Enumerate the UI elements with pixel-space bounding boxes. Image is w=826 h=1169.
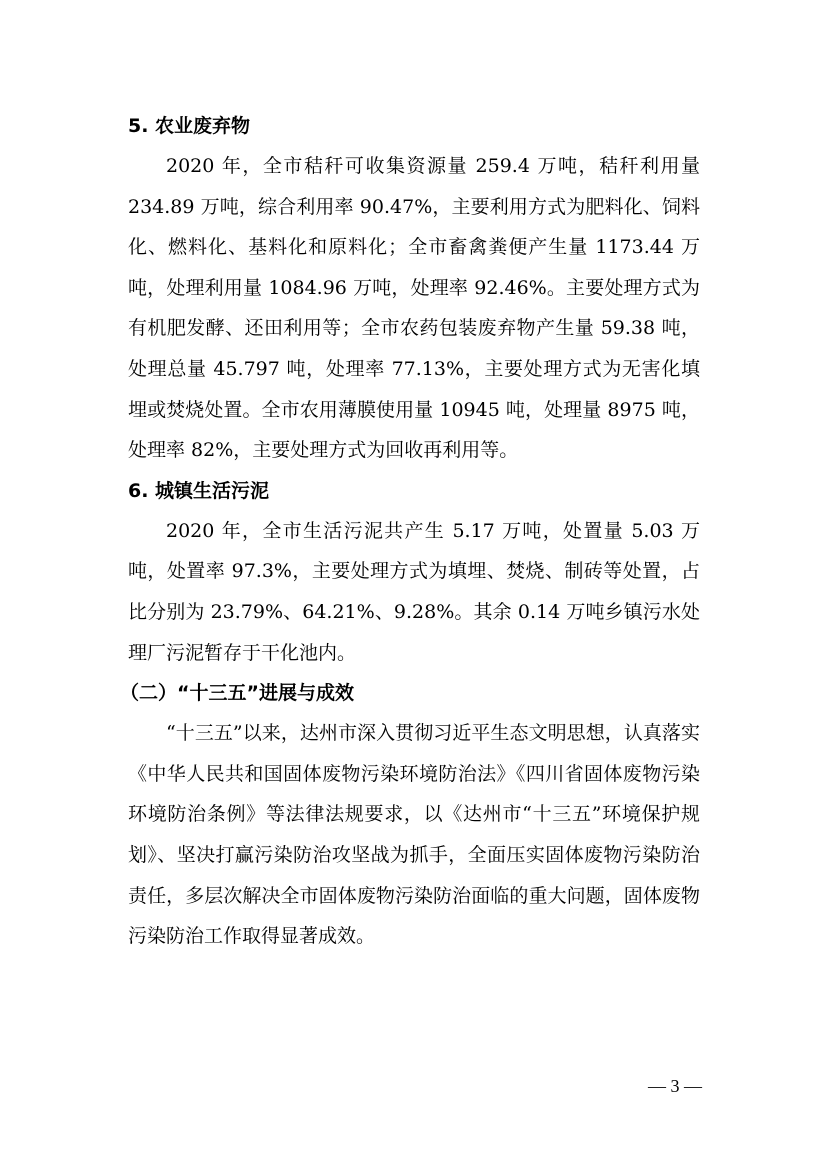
agricultural-waste-paragraph: 2020 年，全市秸秆可收集资源量 259.4 万吨，秸秆利用量 234.89 万吨，综合利用率 90.47%，主要利用方式为肥料化、饲料化、燃料化、基料化和原料化；全市畜禽粪便产生量 1173.44 万吨，处理利用量 1084.96 万吨，处理率 92.46%。主要处理方式为有机肥发酵、还田利用等；全市农药包装废弃物产生量 59.38 吨，处理总量 45.797 吨，处理率 77.13%，主要处理方式为无害化填埋或焚烧处置。全市农用薄膜使用量 10945 吨，处理量 8975 吨，处理率 82%，主要处理方式为回收再利用等。: [128, 155, 700, 462]
page-number: — 3 —: [648, 1076, 702, 1096]
section-heading-progress: （二）“十三五”进展与成效: [120, 682, 354, 705]
section-heading-agricultural-waste: 5. 农业废弃物: [128, 115, 251, 137]
document-page: [120, 106, 700, 957]
section-heading-sewage-sludge: 6. 城镇生活污泥: [128, 479, 270, 502]
progress-paragraph: “十三五”以来，达州市深入贯彻习近平生态文明思想，认真落实《中华人民共和国固体废物污染环境防治法》《四川省固体废物污染环境防治条例》等法律法规要求，以《达州市“十三五”环境保护规划》、坚决打赢污染防治攻坚战为抓手，全面压实固体废物污染防治责任，多层次解决全市固体废物污染防治面临的重大问题，固体废物污染防治工作取得显著成效。: [128, 722, 700, 948]
sewage-sludge-paragraph: 2020 年，全市生活污泥共产生 5.17 万吨，处置量 5.03 万吨，处置率 97.3%，主要处理方式为填埋、焚烧、制砖等处置，占比分别为 23.79%、64.21%、9.28%。其余 0.14 万吨乡镇污水处理厂污泥暂存于干化池内。: [128, 519, 700, 664]
